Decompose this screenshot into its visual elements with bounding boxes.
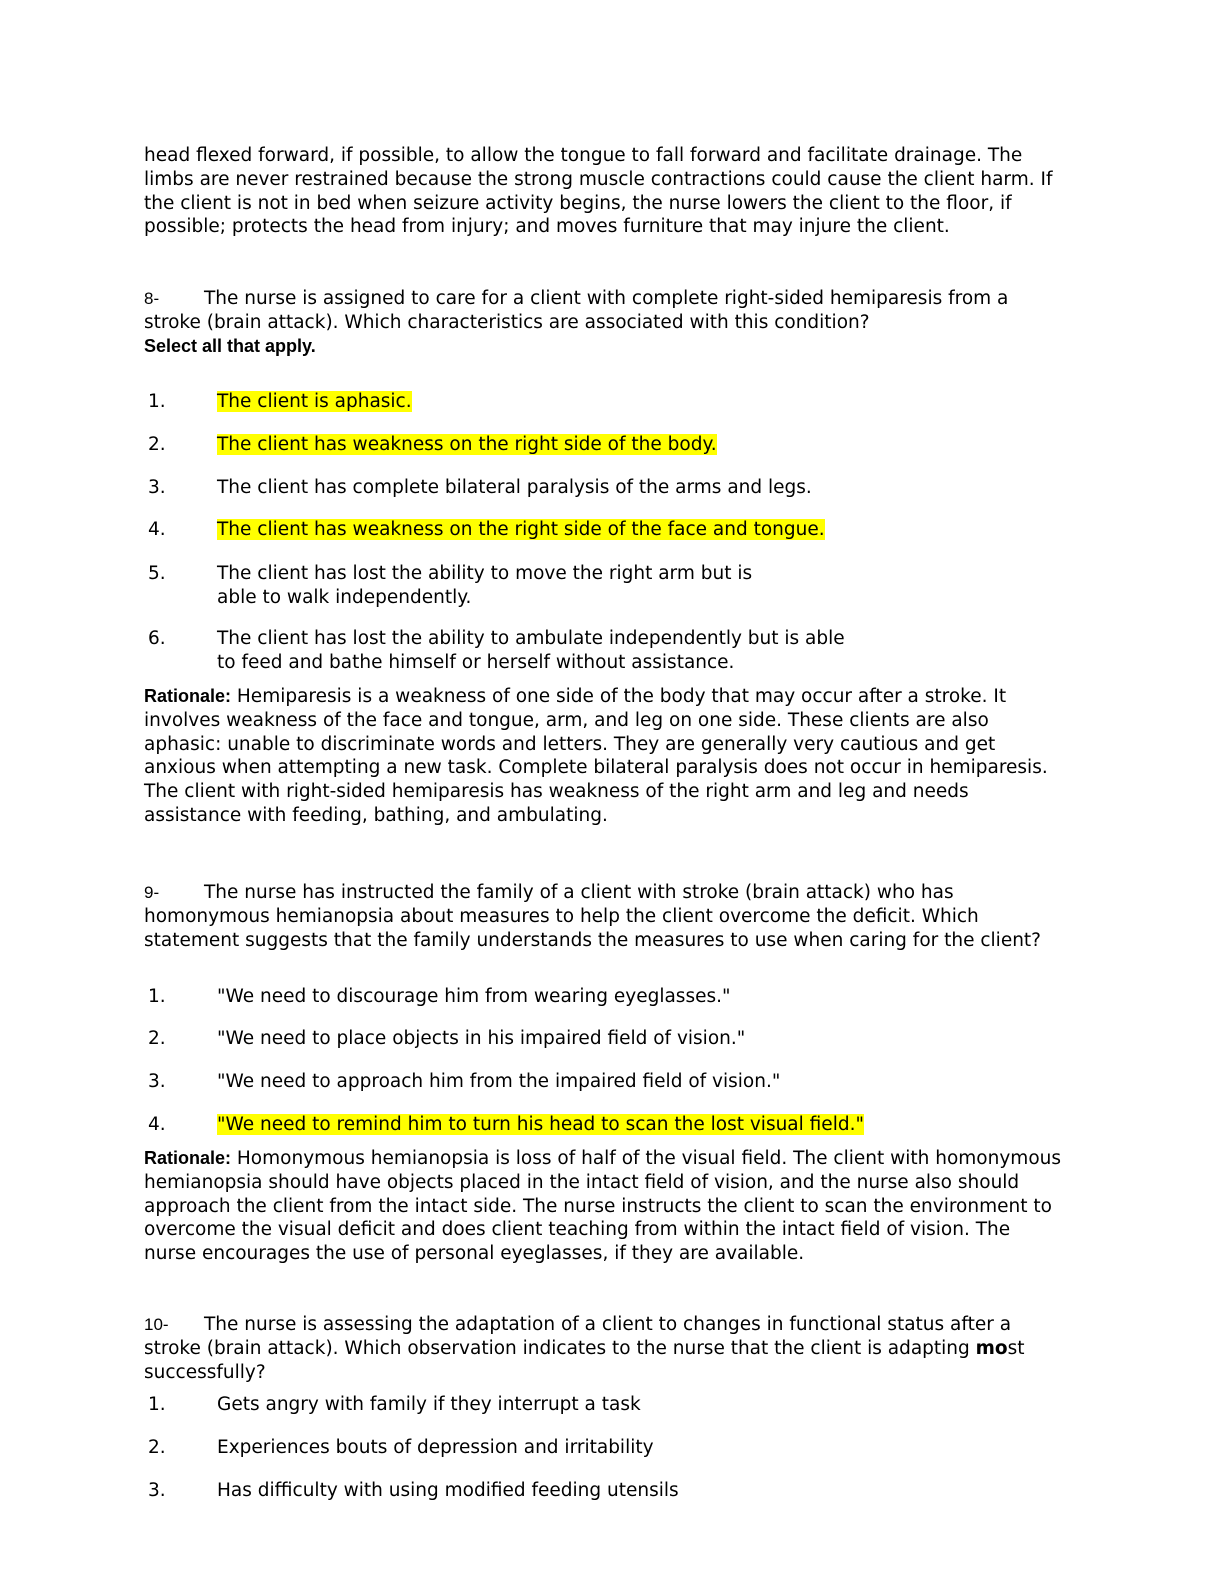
question-stem: The nurse is assessing the adaptation of a client to changes in functional status after a stroke (brain attack). Which observation indicates to the nurse that the client is adapting — [144, 1314, 1012, 1359]
option-number: 4. — [148, 519, 166, 540]
option-text-line: The client has lost the ability to move the right arm but is — [217, 563, 753, 584]
option-text: Experiences bouts of depression and irritability — [217, 1437, 654, 1458]
option-text-highlighted: The client has weakness on the right side of the body. — [217, 434, 717, 455]
option-text-highlighted: The client has weakness on the right side of the face and tongue. — [217, 519, 825, 540]
option-text-highlighted: "We need to remind him to turn his head to scan the lost visual field." — [217, 1114, 864, 1135]
option-text: "We need to place objects in his impaired field of vision." — [217, 1028, 746, 1049]
option-number: 2. — [148, 1028, 166, 1049]
option-number: 2. — [148, 434, 166, 455]
option-number: 1. — [148, 986, 166, 1007]
intro-paragraph — [144, 144, 1064, 239]
question-10 — [144, 1313, 1064, 1384]
option-number: 1. — [148, 391, 166, 412]
rationale-text: Homonymous hemianopsia is loss of half of the visual field. The client with homonymous hemianopsia should have objects placed in the intact field of vision, and the nurse also should approach the client from the intact side. The nurse instructs the client to scan the environment to overcome the visual deficit and does client teaching from within the intact field of vision. The nurse encourages the use of personal eyeglasses, if they are available. — [144, 1148, 1062, 1265]
question-stem: The nurse is assigned to care for a client with complete right-sided hemiparesis from a stroke (brain attack). Which characteristics are associated with this condition? — [144, 288, 1009, 333]
option-text-line: to feed and bathe himself or herself without assistance. — [217, 651, 735, 673]
option-text-highlighted: The client is aphasic. — [217, 391, 412, 412]
option-number: 5. — [148, 563, 166, 584]
question-number: 9- — [144, 883, 160, 902]
option-number: 3. — [148, 1480, 166, 1501]
option-number: 4. — [148, 1114, 166, 1135]
option-text-line: able to walk independently. — [217, 586, 472, 608]
option-number: 3. — [148, 1071, 166, 1092]
option-number: 2. — [148, 1437, 166, 1458]
select-all-instruction: Select all that apply. — [144, 335, 316, 356]
question-number: 8- — [144, 289, 160, 308]
option-text: Gets angry with family if they interrupt a task — [217, 1394, 641, 1415]
option-text: Has difficulty with using modified feeding utensils — [217, 1480, 679, 1501]
intro-text: head flexed forward, if possible, to allow the tongue to fall forward and facilitate drainage. The limbs are never restrained because the strong muscle contractions could cause the client harm. If the client is not in bed when seizure activity begins, the nurse lowers the client to the floor, if possible; protects the head from injury; and moves furniture that may injure the client. — [144, 145, 1053, 238]
option-text: "We need to discourage him from wearing eyeglasses." — [217, 986, 731, 1007]
question-8 — [144, 287, 1064, 358]
rationale-9 — [144, 1147, 1064, 1266]
option-number: 6. — [148, 628, 166, 649]
option-number: 3. — [148, 477, 166, 498]
question-stem-emphasis: mo — [975, 1337, 1008, 1359]
option-text: The client has complete bilateral paralysis of the arms and legs. — [217, 477, 812, 498]
question-number: 10- — [144, 1315, 169, 1334]
option-text-line: The client has lost the ability to ambulate independently but is able — [217, 628, 845, 649]
question-stem: The nurse has instructed the family of a client with stroke (brain attack) who has homonymous hemianopsia about measures to help the client overcome the deficit. Which statement suggests that the family understands the measures to use when caring for the client? — [144, 882, 1041, 951]
option-text: "We need to approach him from the impaired field of vision." — [217, 1071, 781, 1092]
option-number: 1. — [148, 1394, 166, 1415]
rationale-label: Rationale: — [144, 1148, 232, 1168]
rationale-text: Hemiparesis is a weakness of one side of the body that may occur after a stroke. It involves weakness of the face and tongue, arm, and leg on one side. These clients are also aphasic: unable to discriminate words and letters. They are generally very cautious and get anxious when attempting a new task. Complete bilateral paralysis does not occur in hemiparesis. The client with right-sided hemiparesis has weakness of the right arm and leg and needs assistance with feeding, bathing, and ambulating. — [144, 686, 1048, 826]
rationale-label: Rationale: — [144, 686, 232, 706]
question-stem-end: st successfully? — [144, 1337, 1025, 1383]
rationale-8 — [144, 685, 1064, 828]
question-9 — [144, 881, 1064, 952]
